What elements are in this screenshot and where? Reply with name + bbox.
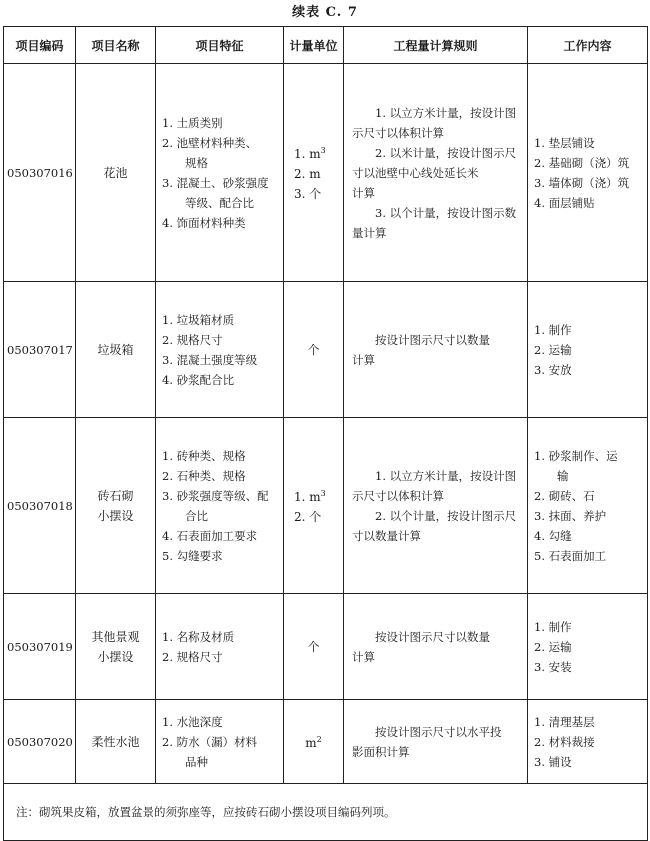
item-work	[528, 282, 648, 418]
item-rules	[344, 700, 528, 784]
item-name	[76, 418, 156, 594]
work-line: 1. 制作	[534, 322, 572, 337]
rule-line: 影面积计算	[352, 744, 410, 759]
header-rules: 工程量计算规则	[344, 27, 528, 64]
item-name-line: 小摆设	[97, 649, 134, 664]
work-line: 1. 制作	[534, 619, 572, 634]
rule-line: 计算	[352, 352, 375, 367]
table-row	[4, 700, 648, 784]
item-code: 050307019	[4, 594, 76, 700]
work-line: 4. 面层铺贴	[534, 195, 595, 210]
feature-line: 2. 石种类、规格	[162, 468, 246, 483]
rule-line: 量计算	[352, 225, 387, 240]
item-rules	[344, 282, 528, 418]
item-name	[76, 594, 156, 700]
rule-line: 1. 以立方米计量，按设计图	[375, 468, 517, 483]
feature-line: 2. 规格尺寸	[162, 649, 223, 664]
header-unit: 计量单位	[284, 27, 344, 64]
unit-line: 2. m	[294, 167, 321, 181]
feature-line: 4. 石表面加工要求	[162, 528, 258, 543]
rule-line: 按设计图示尺寸以数量	[375, 332, 490, 347]
table-title: 续表 C. 7	[292, 5, 358, 20]
header-row	[4, 27, 648, 64]
unit-superscript: 3	[320, 146, 326, 155]
item-unit	[284, 594, 344, 700]
item-unit	[284, 64, 344, 282]
work-line: 5. 石表面加工	[534, 548, 607, 563]
item-work	[528, 64, 648, 282]
feature-line: 5. 勾缝要求	[162, 548, 223, 563]
item-name-line: 砖石砌	[97, 488, 134, 503]
rule-line: 示尺寸以体积计算	[352, 488, 444, 503]
work-line: 2. 运输	[534, 342, 572, 357]
item-features	[156, 64, 284, 282]
work-line: 3. 安装	[534, 659, 572, 674]
feature-line: 规格	[185, 155, 208, 170]
item-code: 050307016	[4, 64, 76, 282]
unit-line: $m^2$	[305, 735, 322, 750]
work-line: 2. 砌砖、石	[534, 488, 595, 503]
table-note: 注：砌筑果皮箱，放置盆景的须弥座等，应按砖石砌小摆设项目编码列项。	[4, 784, 648, 841]
work-line: 3. 铺设	[534, 754, 572, 769]
work-line: 2. 材料裁接	[534, 734, 595, 749]
rule-line: 按设计图示尺寸以水平投	[375, 724, 502, 739]
feature-line: 2. 规格尺寸	[162, 332, 223, 347]
item-name-line: 其他景观	[91, 629, 140, 644]
unit-superscript: 2	[316, 735, 322, 744]
feature-line: 1. 垃圾箱材质	[162, 312, 235, 327]
item-unit	[284, 700, 344, 784]
feature-line: 3. 混凝土强度等级	[162, 352, 258, 367]
item-features	[156, 700, 284, 784]
rule-line: 2. 以个计量，按设计图示尺	[375, 508, 517, 523]
work-line: 3. 墙体砌（浇）筑	[534, 175, 630, 190]
header-code: 项目编码	[4, 27, 76, 64]
rule-line: 寸以数量计算	[352, 528, 421, 543]
item-features	[156, 282, 284, 418]
rule-line: 按设计图示尺寸以数量	[375, 629, 490, 644]
work-line: 1. 垫层铺设	[534, 135, 595, 150]
feature-line: 品种	[185, 754, 208, 769]
feature-line: 等级、配合比	[185, 195, 254, 210]
table-row	[4, 418, 648, 594]
unit-line: 个	[307, 639, 320, 654]
item-code: 050307020	[4, 700, 76, 784]
item-rules	[344, 418, 528, 594]
header-work: 工作内容	[528, 27, 648, 64]
unit-line: 3. 个	[294, 187, 322, 201]
feature-line: 1. 土质类别	[162, 115, 223, 130]
feature-line: 3. 砂浆强度等级、配	[162, 488, 269, 503]
item-work	[528, 700, 648, 784]
unit-superscript: 3	[320, 489, 326, 498]
table-row	[4, 64, 648, 282]
header-features: 项目特征	[156, 27, 284, 64]
item-features	[156, 594, 284, 700]
item-name	[76, 64, 156, 282]
rule-line: 3. 以个计量，按设计图示数	[375, 205, 517, 220]
rule-line: 寸以池壁中心线处延长米	[352, 165, 479, 180]
item-code: 050307017	[4, 282, 76, 418]
item-name-line: 垃圾箱	[97, 342, 134, 357]
rule-line: 计算	[352, 649, 375, 664]
feature-line: 1. 砖种类、规格	[162, 448, 246, 463]
item-name-line: 花池	[103, 165, 128, 180]
item-name-line: 柔性水池	[91, 734, 140, 749]
work-line: 1. 砂浆制作、运	[534, 448, 618, 463]
rule-line: 示尺寸以体积计算	[352, 125, 444, 140]
work-line: 2. 基础砌（浇）筑	[534, 155, 630, 170]
feature-line: 1. 水池深度	[162, 714, 223, 729]
work-line: 3. 抹面、养护	[534, 508, 607, 523]
work-line: 1. 清理基层	[534, 714, 595, 729]
item-code: 050307018	[4, 418, 76, 594]
table-row	[4, 594, 648, 700]
unit-line: 2. 个	[294, 510, 322, 524]
item-work	[528, 418, 648, 594]
rule-line: 1. 以立方米计量，按设计图	[375, 105, 517, 120]
unit-line: 1. $m^3$	[294, 146, 326, 161]
table-row	[4, 282, 648, 418]
item-name	[76, 700, 156, 784]
spec-table	[3, 26, 648, 841]
unit-line: 个	[307, 342, 320, 357]
work-line: 3. 安放	[534, 362, 572, 377]
rule-line: 计算	[352, 185, 375, 200]
item-name-line: 小摆设	[97, 508, 134, 523]
item-work	[528, 594, 648, 700]
feature-line: 2. 防水（漏）材料	[162, 734, 258, 749]
item-unit	[284, 418, 344, 594]
feature-line: 4. 饰面材料种类	[162, 215, 246, 230]
unit-line: 1. $m^3$	[294, 489, 326, 504]
feature-line: 3. 混凝土、砂浆强度	[162, 175, 269, 190]
note-row	[4, 784, 648, 841]
header-name: 项目名称	[76, 27, 156, 64]
feature-line: 1. 名称及材质	[162, 629, 235, 644]
feature-line: 4. 砂浆配合比	[162, 372, 235, 387]
feature-line: 合比	[185, 508, 208, 523]
item-rules	[344, 64, 528, 282]
work-line: 输	[557, 468, 569, 483]
feature-line: 2. 池壁材料种类、	[162, 135, 258, 150]
work-line: 2. 运输	[534, 639, 572, 654]
item-name	[76, 282, 156, 418]
item-rules	[344, 594, 528, 700]
item-unit	[284, 282, 344, 418]
item-features	[156, 418, 284, 594]
work-line: 4. 勾缝	[534, 528, 572, 543]
rule-line: 2. 以米计量，按设计图示尺	[375, 145, 517, 160]
